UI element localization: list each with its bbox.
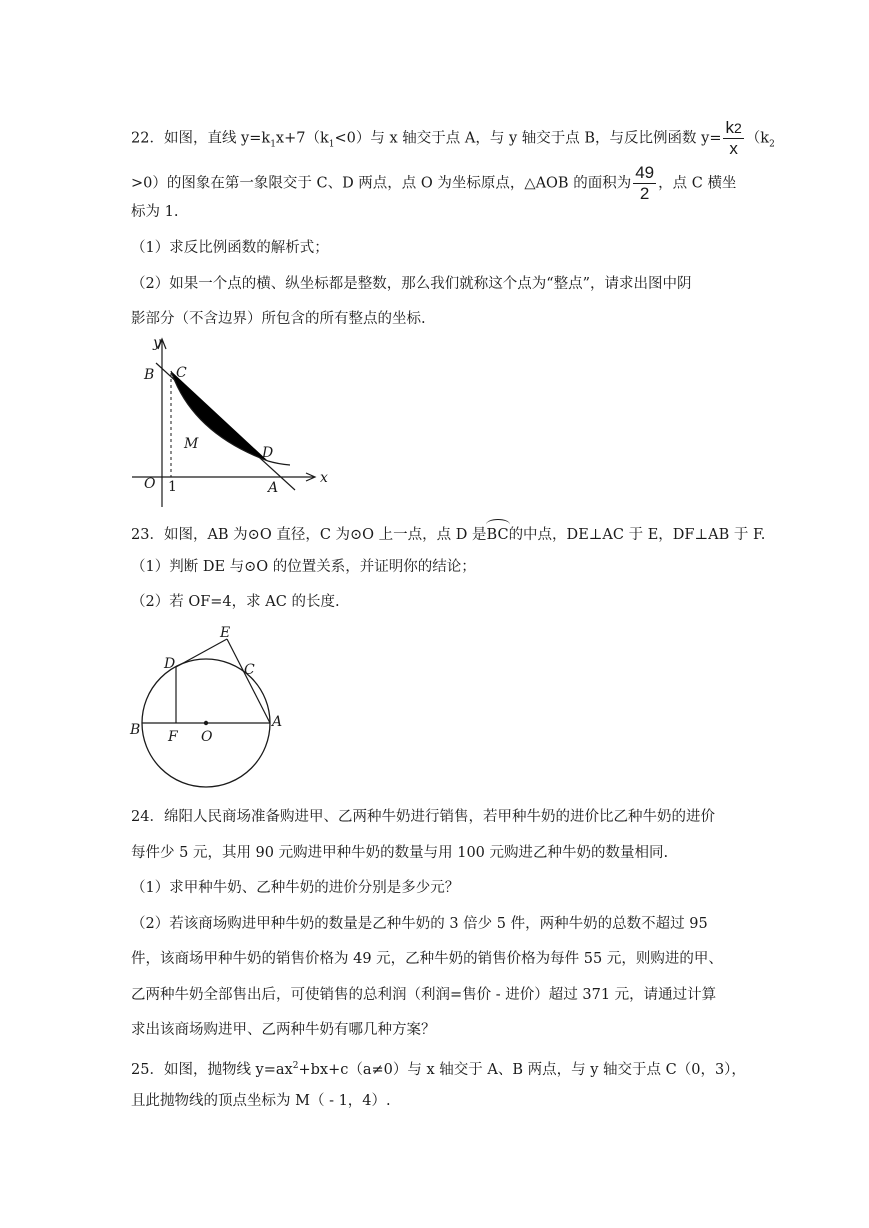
q22-figure [128,333,338,513]
q22-line-2: >0）的图象在第一象限交于 C、D 两点，点 O 为坐标原点，△AOB 的面积为 $\frac{49}{2}$ ，点 C 横坐 [131,163,737,203]
q22-part-2-cont: 影部分（不含边界）所包含的所有整点的坐标. [131,311,426,327]
q25-line-2: 且此抛物线的顶点坐标为 M（ - 1，4）. [131,1093,391,1109]
svg-text:F: F [168,729,178,745]
svg-text:C: C [244,662,255,678]
svg-text:x: x [320,470,328,486]
q24-line-1: 24．绵阳人民商场准备购进甲、乙两种牛奶进行销售，若甲种牛奶的进价比乙种牛奶的进价 [131,809,715,825]
q23-part-2: （2）若 OF=4，求 AC 的长度. [131,594,340,610]
svg-text:y: y [153,335,161,351]
q22-line-1: 22．如图，直线 $y=k_1x+7(k_1<0)$与 x 轴交于点 A，与 y 轴交于点 B，与反比例函数 y= $\frac{k2}{x}$ （$k_2$ [131,118,775,158]
q22-text: 22．如图，直线 y=k [131,130,271,147]
svg-text:M: M [184,436,199,452]
svg-text:O: O [144,476,156,492]
q24-part-2-d: 求出该商场购进甲、乙两种牛奶有哪几种方案？ [131,1022,436,1038]
q22-part-2: （2）如果一个点的横、纵坐标都是整数，那么我们就称这个点为“整点”，请求出图中阴 [131,276,692,292]
q23-figure [128,622,298,792]
q23-part-1: （1）判断 DE 与⊙O 的位置关系，并证明你的结论； [131,559,476,575]
q24-line-2: 每件少 5 元，其用 90 元购进甲种牛奶的数量与用 100 元购进乙种牛奶的数量相同. [131,845,669,861]
q25-line-1: 25．如图，抛物线 $y=ax^2+bx+c(a\ne 0)$与 x 轴交于 A、B 两点，与 y 轴交于点 C（0，3）， [131,1061,746,1078]
q22-part-1: （1）求反比例函数的解析式； [131,240,329,256]
svg-text:C: C [176,365,187,381]
q24-part-2-a: （2）若该商场购进甲种牛奶的数量是乙种牛奶的 3 倍少 5 件，两种牛奶的总数不超过 95 [131,916,708,932]
q24-part-2-b: 件，该商场甲种牛奶的销售价格为 49 元，乙种牛奶的销售价格为每件 55 元，则购进的甲、 [131,951,723,967]
fraction-49-over-2: $\frac{49}{2}$ [635,163,655,203]
arc-bc: BC [487,521,509,545]
svg-text:1: 1 [168,479,177,495]
svg-text:B: B [130,722,141,738]
q24-part-1: （1）求甲种牛奶、乙种牛奶的进价分别是多少元？ [131,880,460,896]
svg-text:D: D [262,445,274,461]
svg-text:B: B [144,367,155,383]
q24-part-2-c: 乙两种牛奶全部售出后，可使销售的总利润（利润=售价 - 进价）超过 371 元，请通过计算 [131,987,717,1003]
q23-line-1: 23．如图，AB 为⊙O 直径，C 为⊙O 上一点，点 D 是BC的中点，DE⊥AC 于 E，DF⊥AB 于 F. [131,521,765,545]
svg-text:E: E [220,625,231,641]
q22-line-3: 标为 1. [131,204,179,220]
svg-text:O: O [201,729,213,745]
svg-text:A: A [268,480,279,496]
svg-text:A: A [272,714,283,730]
svg-text:D: D [164,656,176,672]
fraction-k2-over-x: $\frac{k2}{x}$ [725,118,742,158]
